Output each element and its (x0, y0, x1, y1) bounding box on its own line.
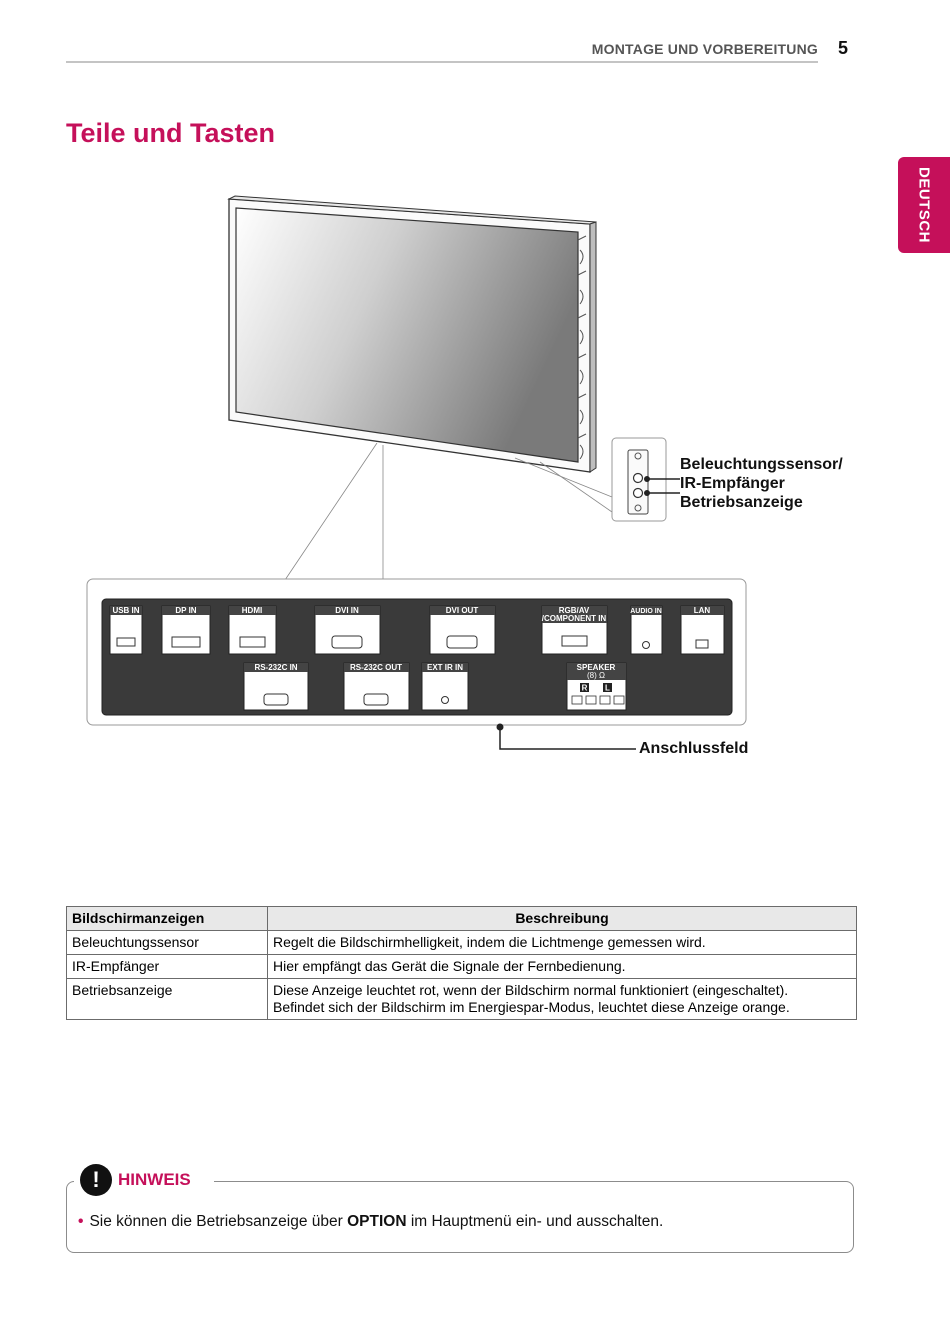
table-cell-desc-line1: Diese Anzeige leuchtet rot, wenn der Bildschirm normal funktioniert (eingeschaltet). (273, 982, 789, 998)
callout-sensor-line1: Beleuchtungssensor/ (680, 456, 843, 473)
language-tab-label: DEUTSCH (915, 166, 933, 244)
note-text-before: Sie können die Betriebsanzeige über (89, 1213, 348, 1230)
table-cell-desc-line2: Befindet sich der Bildschirm im Energiespar-Modus, leuchtet diese Anzeige orange. (273, 999, 790, 1015)
note-text-after: im Hauptmenü ein- und ausschalten. (406, 1213, 664, 1230)
port-label-usb: USB IN (112, 606, 140, 615)
port-label-rgb-1: RGB/AV (558, 606, 590, 615)
speaker-r-label: R (581, 683, 588, 693)
port-dvi-out (430, 606, 495, 654)
port-label-rgb-2: /COMPONENT IN (541, 614, 607, 623)
port-dp-in (162, 606, 210, 654)
port-label-speaker-ohm: (8) Ω (587, 671, 605, 680)
port-dvi-in (315, 606, 380, 654)
light-sensor (634, 474, 643, 483)
port-hdmi (229, 606, 276, 654)
note-text-bold: OPTION (347, 1213, 407, 1230)
port-label-lan: LAN (693, 606, 711, 615)
callout-sensor-line3: Betriebsanzeige (680, 494, 803, 511)
table-cell-name: IR-Empfänger (67, 955, 268, 979)
port-rs232c-in (244, 663, 308, 710)
port-label-ext-ir: EXT IR IN (426, 663, 464, 672)
table-header: Beschreibung (268, 907, 857, 931)
port-ext-ir-in (422, 663, 468, 710)
port-label-dp: DP IN (175, 606, 197, 615)
speaker-l-label: L (605, 683, 610, 693)
power-indicator (634, 489, 643, 498)
port-usb-in (110, 606, 142, 654)
exclamation-icon: ! (80, 1164, 112, 1196)
port-label-rs232c-in: RS-232C IN (254, 663, 298, 672)
note-text (78, 1213, 663, 1231)
page-number: 5 (838, 38, 849, 58)
display-indicators-table (66, 906, 857, 1020)
table-cell-name: Beleuchtungssensor (67, 931, 268, 955)
table-header-row (67, 907, 857, 931)
monitor-illustration (229, 196, 596, 472)
table-cell-desc: Hier empfängt das Gerät die Signale der Fernbedienung. (268, 955, 857, 979)
table-row (67, 931, 857, 955)
port-label-audio: AUDIO IN (630, 608, 662, 615)
note-title: HINWEIS (118, 1170, 191, 1189)
table-header: Bildschirmanzeigen (67, 907, 268, 931)
panel-leader-line (497, 724, 637, 750)
port-speaker (567, 663, 626, 710)
panel-callout: Anschlussfeld (639, 740, 749, 757)
running-header: MONTAGE UND VORBEREITUNG (591, 41, 818, 57)
page-title: Teile und Tasten (66, 118, 276, 148)
port-label-hdmi: HDMI (241, 606, 263, 615)
table-row (67, 955, 857, 979)
port-lan (681, 606, 724, 654)
sensor-inset (612, 438, 680, 521)
port-audio-in (630, 606, 662, 654)
sensor-callout (680, 455, 843, 512)
port-label-rs232c-out: RS-232C OUT (349, 663, 403, 672)
port-label-dvi-in: DVI IN (335, 606, 359, 615)
bullet-icon: • (78, 1213, 84, 1230)
port-label-dvi-out: DVI OUT (445, 606, 479, 615)
table-row (67, 979, 857, 1020)
table-cell-desc: Regelt die Bildschirmhelligkeit, indem die Lichtmenge gemessen wird. (268, 931, 857, 955)
port-rs232c-out (344, 663, 409, 710)
table-cell-desc (268, 979, 857, 1020)
port-rgb-component (542, 606, 607, 654)
callout-sensor-line2: IR-Empfänger (680, 475, 785, 492)
port-label-speaker: SPEAKER (576, 663, 616, 672)
table-cell-name: Betriebsanzeige (67, 979, 268, 1020)
